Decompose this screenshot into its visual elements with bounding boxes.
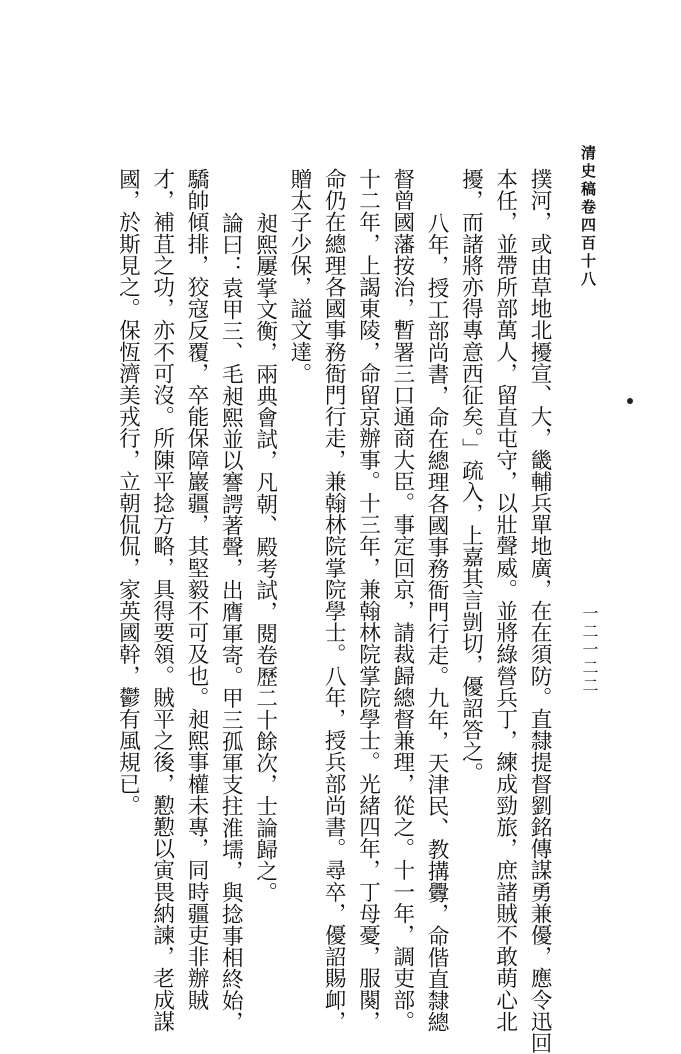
- text-line: 本任，並帶所部萬人，留直屯守，以壯聲威。並將綠營兵丁，練成勁旅，庶諸賊不敢萌心北: [492, 168, 518, 1032]
- running-header: 清史稿卷四百十八: [579, 145, 597, 289]
- text-line: 八年，授工部尚書，命在總理各國事務衙門行走。九年，天津民、教搆釁，命偕直隸總: [424, 212, 450, 1033]
- ink-dot: [627, 398, 633, 404]
- text-line: 論曰：袁甲三、毛昶熙並以謇諤著聲，出膺軍寄。甲三孤軍支拄淮壖，與捻事相終始，: [218, 212, 244, 1033]
- text-line: 才，補苴之功，亦不可沒。所陳平捻方略，具得要領。賊平之後，懃懃以寅畏納諫，老成謀: [149, 168, 175, 1032]
- text-line: 命仍在總理各國事務衙門行走，兼翰林院掌院學士。八年，授兵部尚書。尋卒，優詔賜卹，: [321, 168, 347, 1032]
- text-line: 驕帥傾排，狡寇反覆，卒能保障巖疆，其堅毅不可及也。昶熙事權未專，同時疆吏非辦賊: [184, 168, 210, 1011]
- text-line: 昶熙屢掌文衡，兩典會試，凡朝、殿考試，閱卷歷二十餘次，士論歸之。: [252, 212, 278, 904]
- text-line: 贈太子少保，謚文達。: [286, 168, 312, 384]
- text-line: 擾，而諸將亦得專意西征矣。」疏入，上嘉其言剴切，優詔答之。: [458, 168, 484, 784]
- text-body: [110, 168, 556, 1054]
- text-line: 十二年，上謁東陵，命留京辦事。十三年，兼翰林院掌院學士。光緒四年，丁母憂，服闋，: [355, 168, 381, 1032]
- text-line: 國，於斯見之。保恆濟美戎行，立朝侃侃，家英國幹，鬱有風規已。: [115, 168, 141, 816]
- text-line: 撲河，或由草地北擾宣、大，畿輔兵單地廣，在在須防。直隸提督劉銘傳謀勇兼優，應令迅回: [527, 168, 552, 1054]
- page-number: 一二一二二: [580, 605, 599, 695]
- text-line: 督曾國藩按治，暫署三口通商大臣。事定回京，請裁歸總督兼理，從之。十一年，調吏部。: [389, 168, 415, 1032]
